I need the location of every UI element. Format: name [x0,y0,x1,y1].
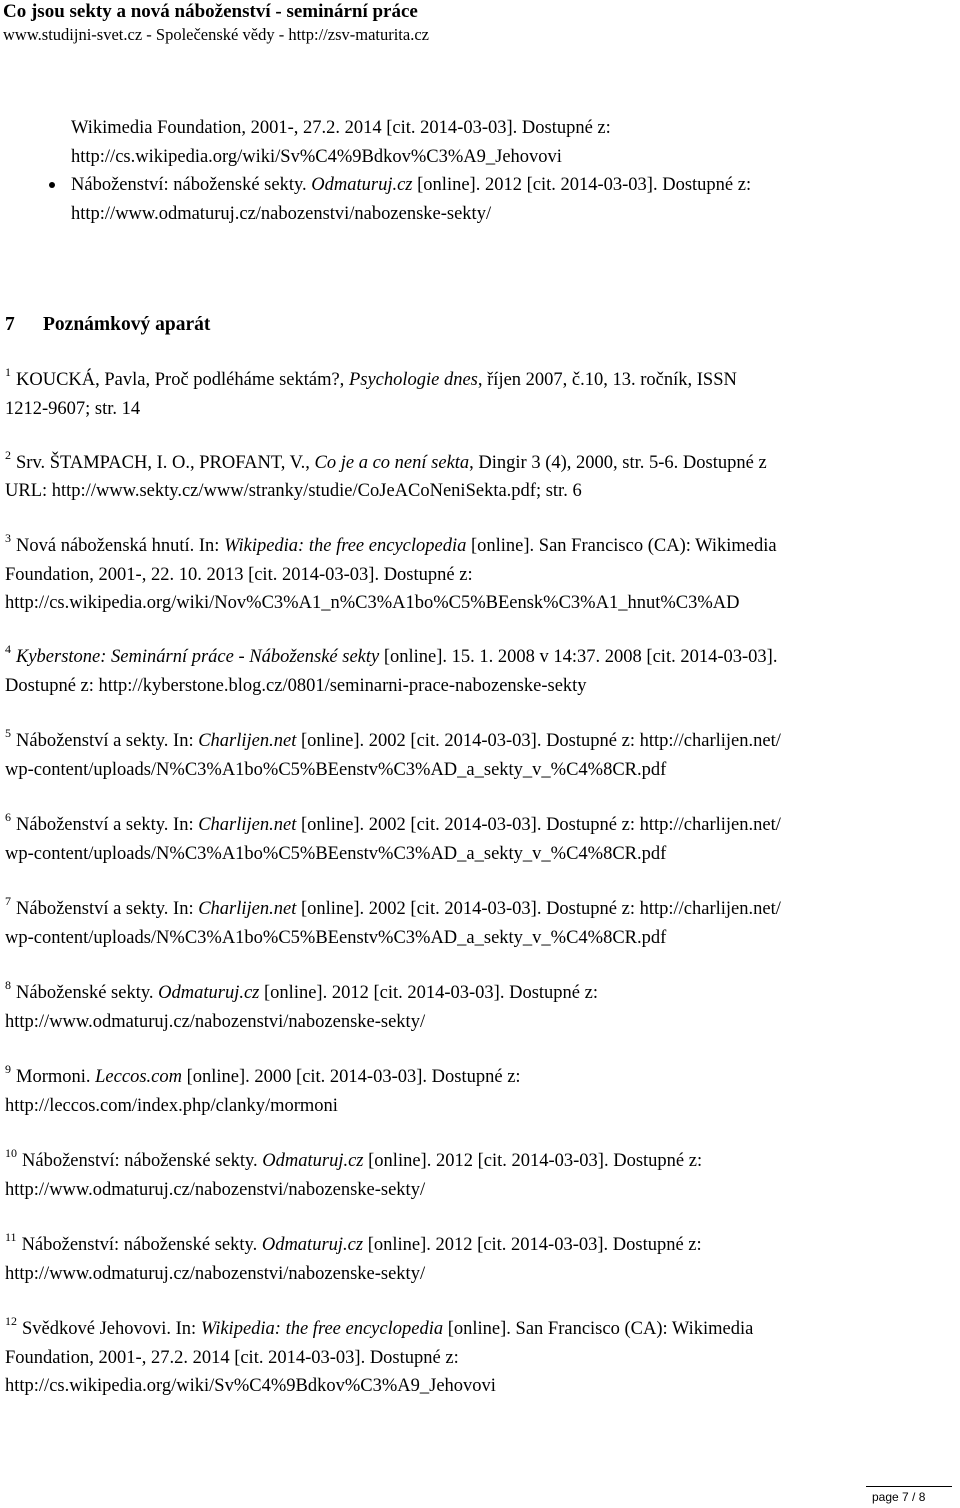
footnote-2: $^2$ Srv. ŠTAMPACH, I. O., PROFANT, V., Co je a co není sekta, Dingir 3 (4), 2000, str. 5-6. Dostupné z [5,448,767,473]
footnote-1-line: 1212-9607; str. 14 [5,399,141,419]
footnote-3-line: Foundation, 2001-, 22. 10. 2013 [cit. 2014-03-03]. Dostupné z: [5,565,473,585]
footnote-3-url[interactable]: http://cs.wikipedia.org/wiki/Nov%C3%A1_n%C3%A1bo%C5%BEensk%C3%A1_hnut%C3%AD [5,593,740,613]
footnote-5-url[interactable]: wp-content/uploads/N%C3%A1bo%C5%BEenstv%C3%AD_a_sekty_v_%C4%8CR.pdf [5,760,667,780]
footnote-8: $^8$ Náboženské sekty. Odmaturuj.cz [online]. 2012 [cit. 2014-03-03]. Dostupné z: [5,978,598,1003]
footnote-11: $^{11}$ Náboženství: náboženské sekty. Odmaturuj.cz [online]. 2012 [cit. 2014-03-03]. Dostupné z: [5,1230,702,1255]
footnote-8-url[interactable]: http://www.odmaturuj.cz/nabozenstvi/nabozenske-sekty/ [5,1012,426,1032]
footnote-9-url[interactable]: http://leccos.com/index.php/clanky/mormoni [5,1096,338,1116]
footnote-7-url[interactable]: wp-content/uploads/N%C3%A1bo%C5%BEenstv%C3%AD_a_sekty_v_%C4%8CR.pdf [5,928,667,948]
source-item-line: Wikimedia Foundation, 2001-, 27.2. 2014 [cit. 2014-03-03]. Dostupné z: [71,118,611,138]
footnote-7: $^7$ Náboženství a sekty. In: Charlijen.net [online]. 2002 [cit. 2014-03-03]. Dostupné z: http://charlijen.net/ [5,894,781,919]
footnote-9: $^9$ Mormoni. Leccos.com [online]. 2000 [cit. 2014-03-03]. Dostupné z: [5,1062,521,1087]
footnote-12-line: Foundation, 2001-, 27.2. 2014 [cit. 2014-03-03]. Dostupné z: [5,1348,459,1368]
source-item-url[interactable]: http://cs.wikipedia.org/wiki/Sv%C4%9Bdkov%C3%A9_Jehovovi [71,147,562,167]
footnote-1: $^1$ KOUCKÁ, Pavla, Proč podléháme sektám?, Psychologie dnes, říjen 2007, č.10, 13. ročník, ISSN [5,365,737,390]
bullet-icon [49,182,55,188]
footnote-2-line[interactable]: URL: http://www.sekty.cz/www/stranky/studie/CoJeACoNeniSekta.pdf; str. 6 [5,481,582,501]
page-number: page 7 / 8 [872,1490,926,1504]
source-item-url[interactable]: http://www.odmaturuj.cz/nabozenstvi/nabozenske-sekty/ [71,204,492,224]
footnote-12: $^{12}$ Svědkové Jehovovi. In: Wikipedia: the free encyclopedia [online]. San Francisco (CA): Wikimedia [5,1314,754,1339]
footnote-4-url[interactable]: Dostupné z: http://kyberstone.blog.cz/0801/seminarni-prace-nabozenske-sekty [5,676,587,696]
footnote-3: $^3$ Nová náboženská hnutí. In: Wikipedia: the free encyclopedia [online]. San Francisco (CA): Wikimedia [5,531,777,556]
footnote-10-url[interactable]: http://www.odmaturuj.cz/nabozenstvi/nabozenske-sekty/ [5,1180,426,1200]
document-subtitle: www.studijni-svet.cz - Společenské vědy - http://zsv-maturita.cz [3,25,429,44]
footnote-4: $^4$ Kyberstone: Seminární práce - Náboženské sekty [online]. 15. 1. 2008 v 14:37. 2008 [cit. 2014-03-03]. [5,642,778,667]
section-title: Poznámkový aparát [43,314,211,335]
section-heading [5,312,210,338]
document-title: Co jsou sekty a nová náboženství - seminární práce [3,1,418,22]
page-header [3,0,429,46]
footnote-6: $^6$ Náboženství a sekty. In: Charlijen.net [online]. 2002 [cit. 2014-03-03]. Dostupné z: http://charlijen.net/ [5,810,781,835]
footnote-6-url[interactable]: wp-content/uploads/N%C3%A1bo%C5%BEenstv%C3%AD_a_sekty_v_%C4%8CR.pdf [5,844,667,864]
footnote-10: $^{10}$ Náboženství: náboženské sekty. Odmaturuj.cz [online]. 2012 [cit. 2014-03-03]. Dostupné z: [5,1146,703,1171]
source-item-line: Náboženství: náboženské sekty. Odmaturuj.cz [online]. 2012 [cit. 2014-03-03]. Dostupné z: [71,175,752,195]
footnote-11-url[interactable]: http://www.odmaturuj.cz/nabozenstvi/nabozenske-sekty/ [5,1264,426,1284]
footer-divider [866,1486,952,1487]
section-number: 7 [5,314,15,335]
footnote-12-url[interactable]: http://cs.wikipedia.org/wiki/Sv%C4%9Bdkov%C3%A9_Jehovovi [5,1376,496,1396]
footnote-5: $^5$ Náboženství a sekty. In: Charlijen.net [online]. 2002 [cit. 2014-03-03]. Dostupné z: http://charlijen.net/ [5,726,781,751]
